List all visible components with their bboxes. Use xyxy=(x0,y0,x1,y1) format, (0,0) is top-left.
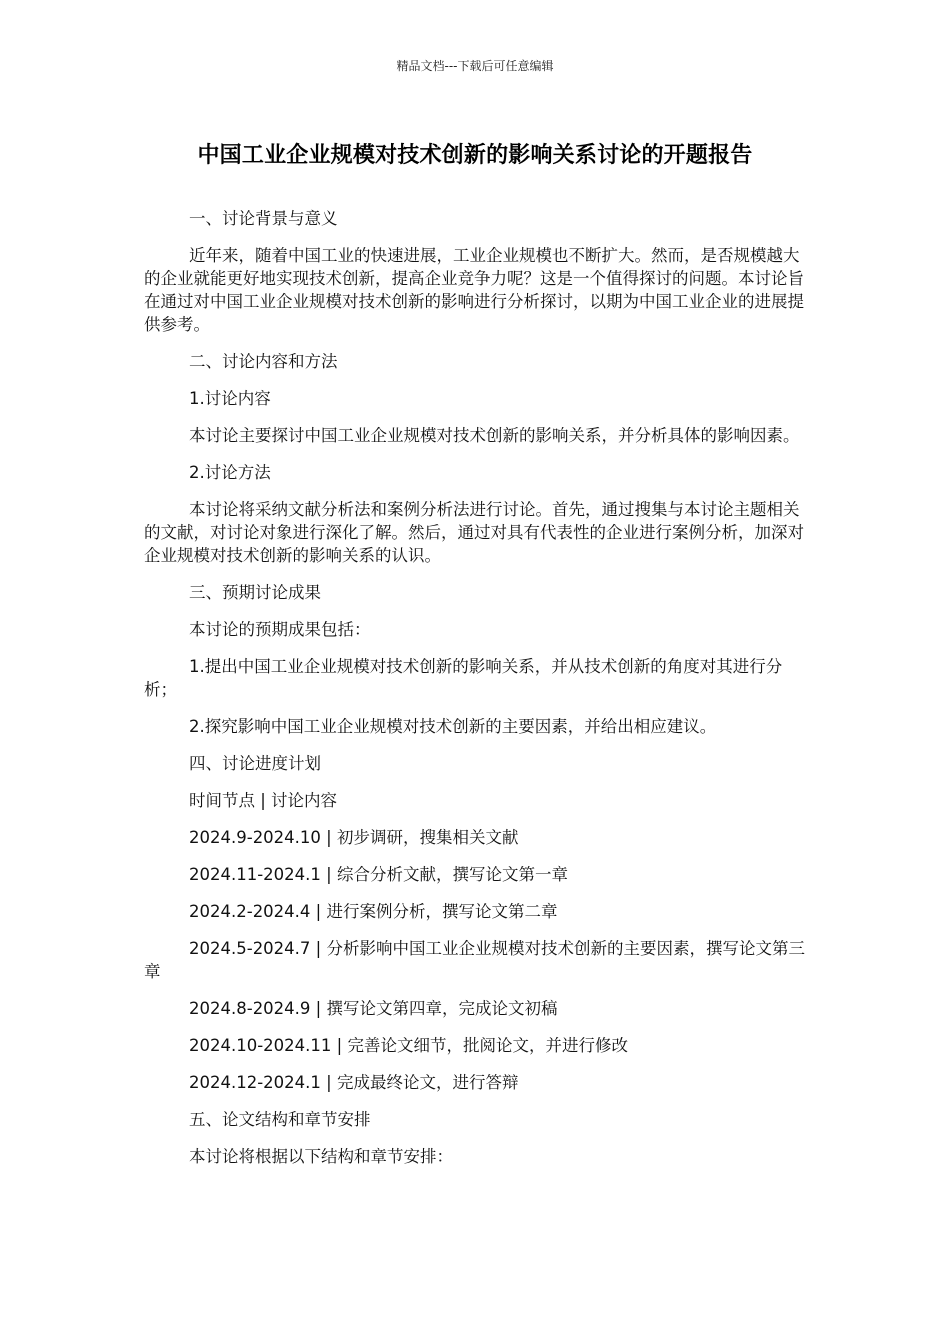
document-title: 中国工业企业规模对技术创新的影响关系讨论的开题报告 xyxy=(197,143,753,168)
list-item-result-1: 1.提出中国工业企业规模对技术创新的影响关系，并从技术创新的角度对其进行分析； xyxy=(144,657,783,699)
schedule-row: 2024.10-2024.11 | 完善论文细节，批阅论文，并进行修改 xyxy=(189,1036,628,1055)
section-heading-content-method: 二、讨论内容和方法 xyxy=(189,352,338,371)
paragraph-method: 本讨论将采纳文献分析法和案例分析法进行讨论。首先，通过搜集与本讨论主题相关的文献，对讨论对象进行深化了解。然后，通过对具有代表性的企业进行案例分析，加深对企业规模对技术创新的影响关系的认识。 xyxy=(144,500,804,565)
list-item-result-2: 2.探究影响中国工业企业规模对技术创新的主要因素，并给出相应建议。 xyxy=(189,717,717,736)
paragraph-background: 近年来，随着中国工业的快速进展，工业企业规模也不断扩大。然而，是否规模越大的企业就能更好地实现技术创新，提高企业竞争力呢？这是一个值得探讨的问题。本讨论旨在通过对中国工业企业规模对技术创新的影响进行分析探讨，以期为中国工业企业的进展提供参考。 xyxy=(144,246,804,334)
paragraph-content: 本讨论主要探讨中国工业企业规模对技术创新的影响关系，并分析具体的影响因素。 xyxy=(189,426,800,445)
document-body xyxy=(144,207,806,1182)
section-heading-schedule: 四、讨论进度计划 xyxy=(189,754,321,773)
schedule-row: 2024.9-2024.10 | 初步调研，搜集相关文献 xyxy=(189,828,519,847)
schedule-row: 2024.8-2024.9 | 撰写论文第四章，完成论文初稿 xyxy=(189,999,558,1018)
section-heading-structure: 五、论文结构和章节安排 xyxy=(189,1110,371,1129)
section-heading-background: 一、讨论背景与意义 xyxy=(189,209,338,228)
schedule-row: 2024.5-2024.7 | 分析影响中国工业企业规模对技术创新的主要因素，撰写论文第三章 xyxy=(144,939,805,981)
paragraph-results-intro: 本讨论的预期成果包括： xyxy=(189,620,371,639)
page-header: 精品文档---下载后可任意编辑 xyxy=(396,59,554,73)
subheading-content: 1.讨论内容 xyxy=(189,389,271,408)
schedule-header-row: 时间节点 | 讨论内容 xyxy=(189,791,338,810)
section-heading-results: 三、预期讨论成果 xyxy=(189,583,321,602)
schedule-row: 2024.11-2024.1 | 综合分析文献，撰写论文第一章 xyxy=(189,865,568,884)
subheading-method: 2.讨论方法 xyxy=(189,463,271,482)
schedule-row: 2024.12-2024.1 | 完成最终论文，进行答辩 xyxy=(189,1073,519,1092)
schedule-row: 2024.2-2024.4 | 进行案例分析，撰写论文第二章 xyxy=(189,902,558,921)
paragraph-structure-intro: 本讨论将根据以下结构和章节安排： xyxy=(189,1147,453,1166)
